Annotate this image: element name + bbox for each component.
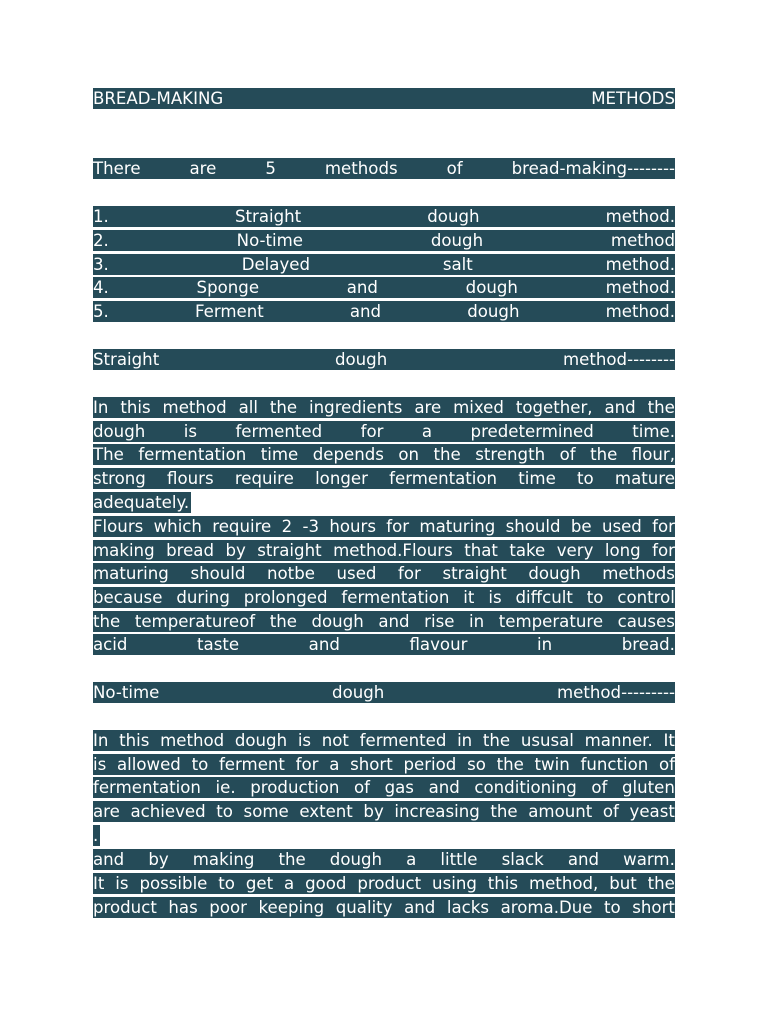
word: It: [93, 874, 105, 893]
word: yeast: [629, 802, 675, 821]
heading-word: No-time: [93, 683, 160, 702]
paragraph-line: [93, 873, 675, 894]
word: production: [250, 778, 340, 797]
list-word: dough: [430, 231, 484, 250]
word: the: [278, 850, 306, 869]
intro-word: There: [93, 159, 141, 178]
paragraph-line: [93, 897, 675, 918]
word: keeping: [258, 898, 325, 917]
word: for: [652, 517, 675, 536]
word: require: [212, 517, 272, 536]
intro-word: methods: [324, 159, 398, 178]
word: but: [609, 874, 637, 893]
word: the: [590, 445, 618, 464]
word: be: [570, 517, 592, 536]
methods-list-item-3: [93, 254, 675, 275]
word: to: [586, 588, 604, 607]
intro-line: [93, 158, 675, 179]
word: bread: [166, 541, 214, 560]
word: and: [428, 778, 460, 797]
word: the: [490, 802, 518, 821]
word: .: [93, 826, 99, 845]
paragraph-line: [93, 468, 675, 489]
paragraph-last-line: [93, 825, 100, 846]
paragraph-line: [93, 849, 675, 870]
word: using: [432, 874, 477, 893]
word: the: [482, 731, 511, 750]
word: by: [225, 541, 246, 560]
word: in: [457, 731, 473, 750]
word: time: [518, 469, 556, 488]
word: by: [148, 850, 169, 869]
word: it: [463, 588, 475, 607]
word: to: [604, 898, 621, 917]
word: the: [496, 755, 524, 774]
list-word: dough: [467, 302, 520, 321]
list-word: method.: [605, 207, 675, 226]
word: should: [190, 564, 246, 583]
list-word: 2.: [93, 231, 109, 250]
word: get: [245, 874, 274, 893]
word: causes: [617, 612, 675, 631]
word: control: [617, 588, 675, 607]
word: ferment: [218, 755, 285, 774]
word: very: [556, 541, 594, 560]
paragraph-line: [93, 611, 675, 632]
word: temperatureof: [134, 612, 256, 631]
word: notbe: [267, 564, 315, 583]
word: taste: [197, 635, 240, 654]
word: used: [336, 564, 377, 583]
methods-list-item-1: [93, 206, 675, 227]
list-word: dough: [427, 207, 480, 226]
word: In: [93, 398, 109, 417]
word: during: [176, 588, 230, 607]
word: The: [93, 445, 124, 464]
methods-list-item-2: [93, 230, 675, 251]
list-word: Ferment: [194, 302, 264, 321]
word: for: [360, 422, 384, 441]
title-word: METHODS: [591, 89, 675, 108]
word: by: [363, 802, 384, 821]
word: ingredients: [309, 398, 403, 417]
methods-list-item-4: [93, 277, 675, 298]
word: together,: [515, 398, 593, 417]
word: the: [269, 398, 298, 417]
word: strong: [93, 469, 146, 488]
word: mature: [614, 469, 675, 488]
word: extent: [299, 802, 353, 821]
word: In: [93, 731, 109, 750]
list-word: 5.: [93, 302, 109, 321]
word: little: [440, 850, 478, 869]
paragraph-line: [93, 754, 675, 775]
word: used: [601, 517, 642, 536]
word: is: [183, 422, 197, 441]
word: rise: [424, 612, 455, 631]
straight-dough-heading: [93, 349, 675, 370]
list-word: Sponge: [196, 278, 260, 297]
heading-word: dough: [332, 683, 385, 702]
word: so: [467, 755, 486, 774]
word: flavour: [409, 635, 468, 654]
word: gas: [384, 778, 414, 797]
word: short: [632, 898, 675, 917]
word: is: [297, 731, 312, 750]
word: of: [559, 445, 576, 464]
word: -3: [302, 517, 319, 536]
word: dough: [329, 850, 383, 869]
word: the: [269, 612, 297, 631]
word: dough: [234, 731, 288, 750]
word: method: [160, 731, 225, 750]
intro-word: 5: [265, 159, 276, 178]
list-word: method: [610, 231, 675, 250]
list-word: salt: [442, 255, 473, 274]
intro-word: of: [446, 159, 463, 178]
word: temperature: [498, 612, 604, 631]
word: acid: [93, 635, 128, 654]
word: allowed: [116, 755, 181, 774]
word: slack: [501, 850, 544, 869]
word: in: [469, 612, 485, 631]
word: making: [192, 850, 255, 869]
list-word: Delayed: [241, 255, 311, 274]
word: product: [357, 874, 422, 893]
intro-word: bread-making--------: [511, 159, 675, 178]
word: has: [168, 898, 198, 917]
word: dough: [311, 612, 364, 631]
paragraph-line: [93, 563, 675, 584]
word: and: [93, 850, 125, 869]
word: all: [238, 398, 258, 417]
word: dough: [93, 422, 146, 441]
word: the: [93, 612, 121, 631]
word: adequately.: [93, 493, 190, 512]
word: aroma.Due: [500, 898, 593, 917]
word: fermentation: [341, 588, 450, 607]
word: the: [433, 445, 461, 464]
word: on: [398, 445, 420, 464]
word: prolonged: [243, 588, 328, 607]
word: to: [218, 874, 235, 893]
word: fermented: [359, 731, 447, 750]
word: of: [659, 755, 675, 774]
heading-word: method--------: [563, 350, 675, 369]
word: of: [591, 778, 608, 797]
paragraph-line: [93, 516, 675, 537]
word: because: [93, 588, 163, 607]
list-word: 4.: [93, 278, 109, 297]
word: the: [647, 398, 675, 417]
paragraph-line: [93, 587, 675, 608]
word: is: [93, 755, 107, 774]
word: flour,: [631, 445, 675, 464]
word: diffcult: [515, 588, 573, 607]
word: this: [487, 874, 519, 893]
word: for: [652, 541, 675, 560]
list-word: 1.: [93, 207, 109, 226]
list-word: and: [346, 278, 378, 297]
word: time.: [632, 422, 675, 441]
word: is: [488, 588, 502, 607]
list-word: method.: [605, 302, 675, 321]
word: take: [509, 541, 546, 560]
word: require: [234, 469, 294, 488]
word: flours: [167, 469, 214, 488]
word: increasing: [394, 802, 480, 821]
word: which: [153, 517, 202, 536]
word: mixed: [453, 398, 504, 417]
word: that: [464, 541, 498, 560]
word: function: [580, 755, 649, 774]
word: maturing: [93, 564, 169, 583]
word: product: [93, 898, 157, 917]
word: a: [406, 850, 417, 869]
word: for: [386, 517, 410, 536]
word: fermentation: [93, 778, 201, 797]
paragraph-line: [93, 730, 675, 751]
word: conditioning: [474, 778, 577, 797]
word: ie.: [215, 778, 236, 797]
word: fermentation: [389, 469, 498, 488]
word: a: [329, 755, 340, 774]
word: It: [663, 731, 675, 750]
no-time-dough-heading: [93, 682, 675, 703]
word: good: [305, 874, 347, 893]
word: not: [321, 731, 349, 750]
word: and: [567, 850, 600, 869]
paragraph-line: [93, 444, 675, 465]
word: methods: [602, 564, 675, 583]
word: manner.: [584, 731, 653, 750]
list-word: method.: [605, 278, 675, 297]
heading-word: Straight: [93, 350, 160, 369]
word: the: [647, 874, 675, 893]
list-word: and: [349, 302, 382, 321]
paragraph-last-line: [93, 492, 191, 513]
word: is: [115, 874, 129, 893]
word: and: [604, 398, 636, 417]
word: warm.: [623, 850, 675, 869]
word: gluten: [622, 778, 675, 797]
paragraph-line: [93, 777, 675, 798]
word: straight: [442, 564, 507, 583]
word: a: [284, 874, 295, 893]
word: method.Flours: [333, 541, 453, 560]
word: strength: [475, 445, 546, 464]
word: maturing: [419, 517, 496, 536]
word: achieved: [130, 802, 206, 821]
word: this: [119, 731, 150, 750]
word: and: [308, 635, 340, 654]
word: longer: [315, 469, 368, 488]
word: quality: [335, 898, 393, 917]
word: to: [191, 755, 209, 774]
word: are: [414, 398, 442, 417]
word: of: [353, 778, 370, 797]
list-word: 3.: [93, 255, 109, 274]
word: fermented: [235, 422, 323, 441]
word: ususal: [520, 731, 574, 750]
word: some: [243, 802, 289, 821]
heading-word: dough: [334, 350, 388, 369]
list-word: No-time: [236, 231, 304, 250]
word: hours: [329, 517, 376, 536]
document-title: [93, 88, 675, 109]
word: 2: [281, 517, 293, 536]
word: twin: [534, 755, 570, 774]
title-word: BREAD-MAKING: [93, 89, 224, 108]
word: for: [295, 755, 319, 774]
word: this: [120, 398, 151, 417]
word: are: [93, 802, 120, 821]
word: lacks: [446, 898, 490, 917]
word: time: [260, 445, 299, 464]
word: and: [378, 612, 410, 631]
word: fermentation: [138, 445, 247, 464]
word: to: [216, 802, 233, 821]
list-word: method.: [605, 255, 675, 274]
word: should: [505, 517, 561, 536]
paragraph-line: [93, 634, 675, 655]
paragraph-line: [93, 397, 675, 418]
word: bread.: [621, 635, 675, 654]
paragraph-line: [93, 801, 675, 822]
word: method,: [528, 874, 599, 893]
paragraph-line: [93, 421, 675, 442]
word: making: [93, 541, 155, 560]
word: possible: [139, 874, 208, 893]
word: method: [162, 398, 227, 417]
list-word: Straight: [234, 207, 302, 226]
word: period: [403, 755, 457, 774]
intro-word: are: [189, 159, 217, 178]
paragraph-line: [93, 540, 675, 561]
word: amount: [528, 802, 593, 821]
word: depends: [312, 445, 384, 464]
word: long: [604, 541, 641, 560]
word: to: [577, 469, 594, 488]
word: poor: [209, 898, 247, 917]
word: straight: [257, 541, 322, 560]
methods-list-item-5: [93, 301, 675, 322]
word: in: [537, 635, 553, 654]
word: Flours: [93, 517, 144, 536]
word: dough: [528, 564, 581, 583]
list-word: dough: [465, 278, 518, 297]
word: a: [421, 422, 433, 441]
word: for: [398, 564, 421, 583]
heading-word: method---------: [557, 683, 675, 702]
word: of: [602, 802, 619, 821]
word: short: [350, 755, 393, 774]
word: and: [404, 898, 436, 917]
word: predetermined: [470, 422, 594, 441]
